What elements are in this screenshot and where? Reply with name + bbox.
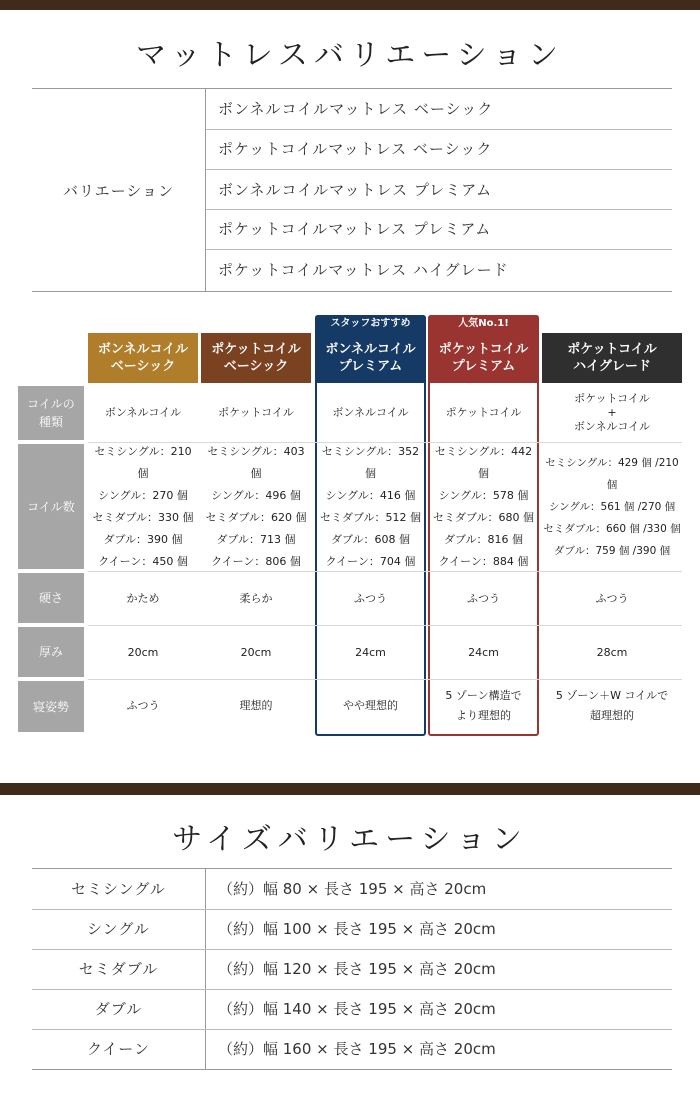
popular-badge	[428, 315, 539, 333]
cell-text: セミダブル：330 個	[92, 511, 194, 524]
column-header-bonnell-premium	[317, 333, 424, 383]
popular-badge-text: 人気No.1!	[458, 318, 509, 329]
row-header-text: コイルの	[27, 397, 75, 411]
size-name: ダブル	[94, 1000, 143, 1018]
column-name: ポケットコイル	[438, 342, 529, 357]
column-header-pocket-premium	[430, 333, 537, 383]
cell-text: セミダブル：660 個 /330 個	[543, 523, 681, 535]
size-name: クイーン	[87, 1040, 150, 1058]
row-header-text: 種類	[38, 415, 63, 429]
cell-text: シングル：578 個	[438, 489, 529, 502]
firmness-cell: 柔らか	[239, 591, 273, 605]
column-name: ボンネルコイル	[325, 342, 416, 357]
cell-text: セミシングル：210 個	[94, 445, 192, 480]
firmness-cell: かため	[126, 591, 160, 605]
cell-text: ポケットコイル	[445, 406, 522, 419]
cell-text: セミダブル：512 個	[319, 511, 422, 524]
posture-cell	[542, 680, 682, 732]
cell-text: セミシングル：429 個 /210 個	[545, 457, 679, 491]
coil-type-cell	[88, 384, 198, 442]
cell-text: セミシングル：442 個	[434, 445, 533, 480]
cell-text: 5 ゾーン＋W コイルで	[555, 689, 669, 702]
column-grade: プレミアム	[451, 359, 516, 374]
size-title: サイズバリエーション	[172, 822, 528, 857]
top-bar	[0, 0, 700, 10]
row-header-posture: 寝姿勢	[18, 681, 84, 732]
cell-text: より理想的	[456, 709, 511, 722]
cell-text: ダブル：713 個	[216, 533, 296, 546]
posture-cell	[88, 680, 198, 732]
recommend-badge-text: スタッフおすすめ	[330, 318, 411, 329]
posture-cell	[201, 680, 311, 732]
variation-item: ポケットコイルマットレス ハイグレード	[218, 261, 509, 279]
cell-text: シングル：496 個	[211, 489, 301, 502]
column-header-pocket-high	[542, 333, 682, 383]
cell-text: 5 ゾーン構造で	[445, 689, 522, 702]
size-spec: （約）幅 140 × 長さ 195 × 高さ 20cm	[218, 1000, 496, 1018]
cell-text: +	[607, 406, 617, 419]
cell-text: クイーン：450 個	[98, 555, 188, 568]
coil-count-cell	[201, 443, 311, 571]
firmness-cell: ふつう	[467, 591, 500, 605]
column-name: ボンネルコイル	[97, 342, 189, 357]
firmness-cell: ふつう	[354, 591, 387, 605]
size-row	[32, 869, 672, 909]
cell-text: ボンネルコイル	[332, 406, 409, 419]
row-header-firmness: 硬さ	[18, 573, 84, 623]
coil-type-cell	[542, 384, 682, 442]
thickness-cell: 24cm	[468, 645, 499, 659]
posture-cell	[430, 680, 537, 732]
column-name: ポケットコイル	[211, 342, 301, 357]
size-row	[32, 909, 672, 949]
variation-item: ボンネルコイルマットレス プレミアム	[218, 181, 493, 199]
variation-item: ボンネルコイルマットレス ベーシック	[218, 100, 494, 118]
variation-label: バリエーション	[62, 181, 175, 200]
cell-text: シングル：270 個	[98, 489, 188, 502]
cell-text: セミダブル：620 個	[205, 511, 307, 524]
cell-text: セミダブル：680 個	[432, 511, 535, 524]
size-row	[32, 949, 672, 989]
coil-type-cell	[317, 384, 424, 442]
column-header-bonnell-basic	[88, 333, 198, 383]
row-header-coil-type	[18, 386, 84, 440]
variation-title: マットレスバリエーション	[135, 38, 565, 73]
recommend-badge	[315, 315, 426, 333]
column-grade: ベーシック	[110, 359, 176, 374]
column-grade: ベーシック	[223, 359, 289, 374]
cell-text: ダブル：816 個	[443, 533, 524, 546]
cell-text: 超理想的	[590, 709, 634, 722]
cell-text: ダブル：390 個	[103, 533, 183, 546]
cell-text: ダブル：759 個 /390 個	[553, 545, 671, 557]
cell-text: クイーン：884 個	[438, 555, 529, 568]
column-grade: プレミアム	[338, 359, 403, 374]
thickness-cell: 20cm	[240, 645, 272, 659]
coil-type-cell	[430, 384, 537, 442]
cell-text: セミシングル：352 個	[321, 445, 420, 480]
size-row	[32, 989, 672, 1029]
variation-item: ポケットコイルマットレス ベーシック	[218, 140, 493, 158]
posture-cell	[317, 680, 424, 732]
cell-text: シングル：416 個	[325, 489, 416, 502]
cell-text: ポケットコイル	[218, 406, 294, 419]
row-header-coil-count: コイル数	[18, 444, 84, 569]
row-header-thickness: 厚み	[18, 627, 84, 677]
cell-text: ボンネルコイル	[104, 406, 182, 419]
cell-text: ポケットコイル	[574, 392, 650, 405]
cell-text: やや理想的	[343, 699, 398, 712]
column-name: ポケットコイル	[567, 342, 657, 357]
size-name: セミダブル	[78, 960, 159, 978]
variation-item: ポケットコイルマットレス プレミアム	[218, 220, 492, 238]
column-grade: ハイグレード	[573, 359, 651, 374]
size-spec: （約）幅 80 × 長さ 195 × 高さ 20cm	[218, 880, 487, 898]
coil-type-cell	[201, 384, 311, 442]
firmness-cell: ふつう	[595, 591, 629, 605]
size-name: セミシングル	[71, 880, 166, 898]
cell-text: ボンネルコイル	[573, 420, 651, 433]
size-row	[32, 1029, 672, 1069]
cell-text: セミシングル：403 個	[207, 445, 305, 480]
size-spec: （約）幅 120 × 長さ 195 × 高さ 20cm	[218, 960, 496, 978]
coil-count-cell	[430, 443, 537, 571]
coil-count-cell	[317, 443, 424, 571]
thickness-cell: 20cm	[127, 645, 159, 659]
coil-count-cell	[542, 443, 682, 571]
variation-table	[32, 88, 672, 292]
cell-text: ダブル：608 個	[330, 533, 411, 546]
size-spec: （約）幅 100 × 長さ 195 × 高さ 20cm	[218, 920, 496, 938]
column-header-pocket-basic	[201, 333, 311, 383]
cell-text: クイーン：806 個	[211, 555, 301, 568]
section-bar	[0, 783, 700, 795]
cell-text: ふつう	[126, 699, 160, 712]
thickness-cell: 28cm	[596, 645, 628, 659]
size-name: シングル	[87, 920, 150, 938]
coil-count-cell	[88, 443, 198, 571]
size-table	[32, 868, 672, 1070]
size-spec: （約）幅 160 × 長さ 195 × 高さ 20cm	[218, 1040, 496, 1058]
thickness-cell: 24cm	[355, 645, 386, 659]
cell-text: シングル：561 個 /270 個	[548, 501, 676, 513]
cell-text: クイーン：704 個	[325, 555, 416, 568]
cell-text: 理想的	[239, 699, 273, 712]
